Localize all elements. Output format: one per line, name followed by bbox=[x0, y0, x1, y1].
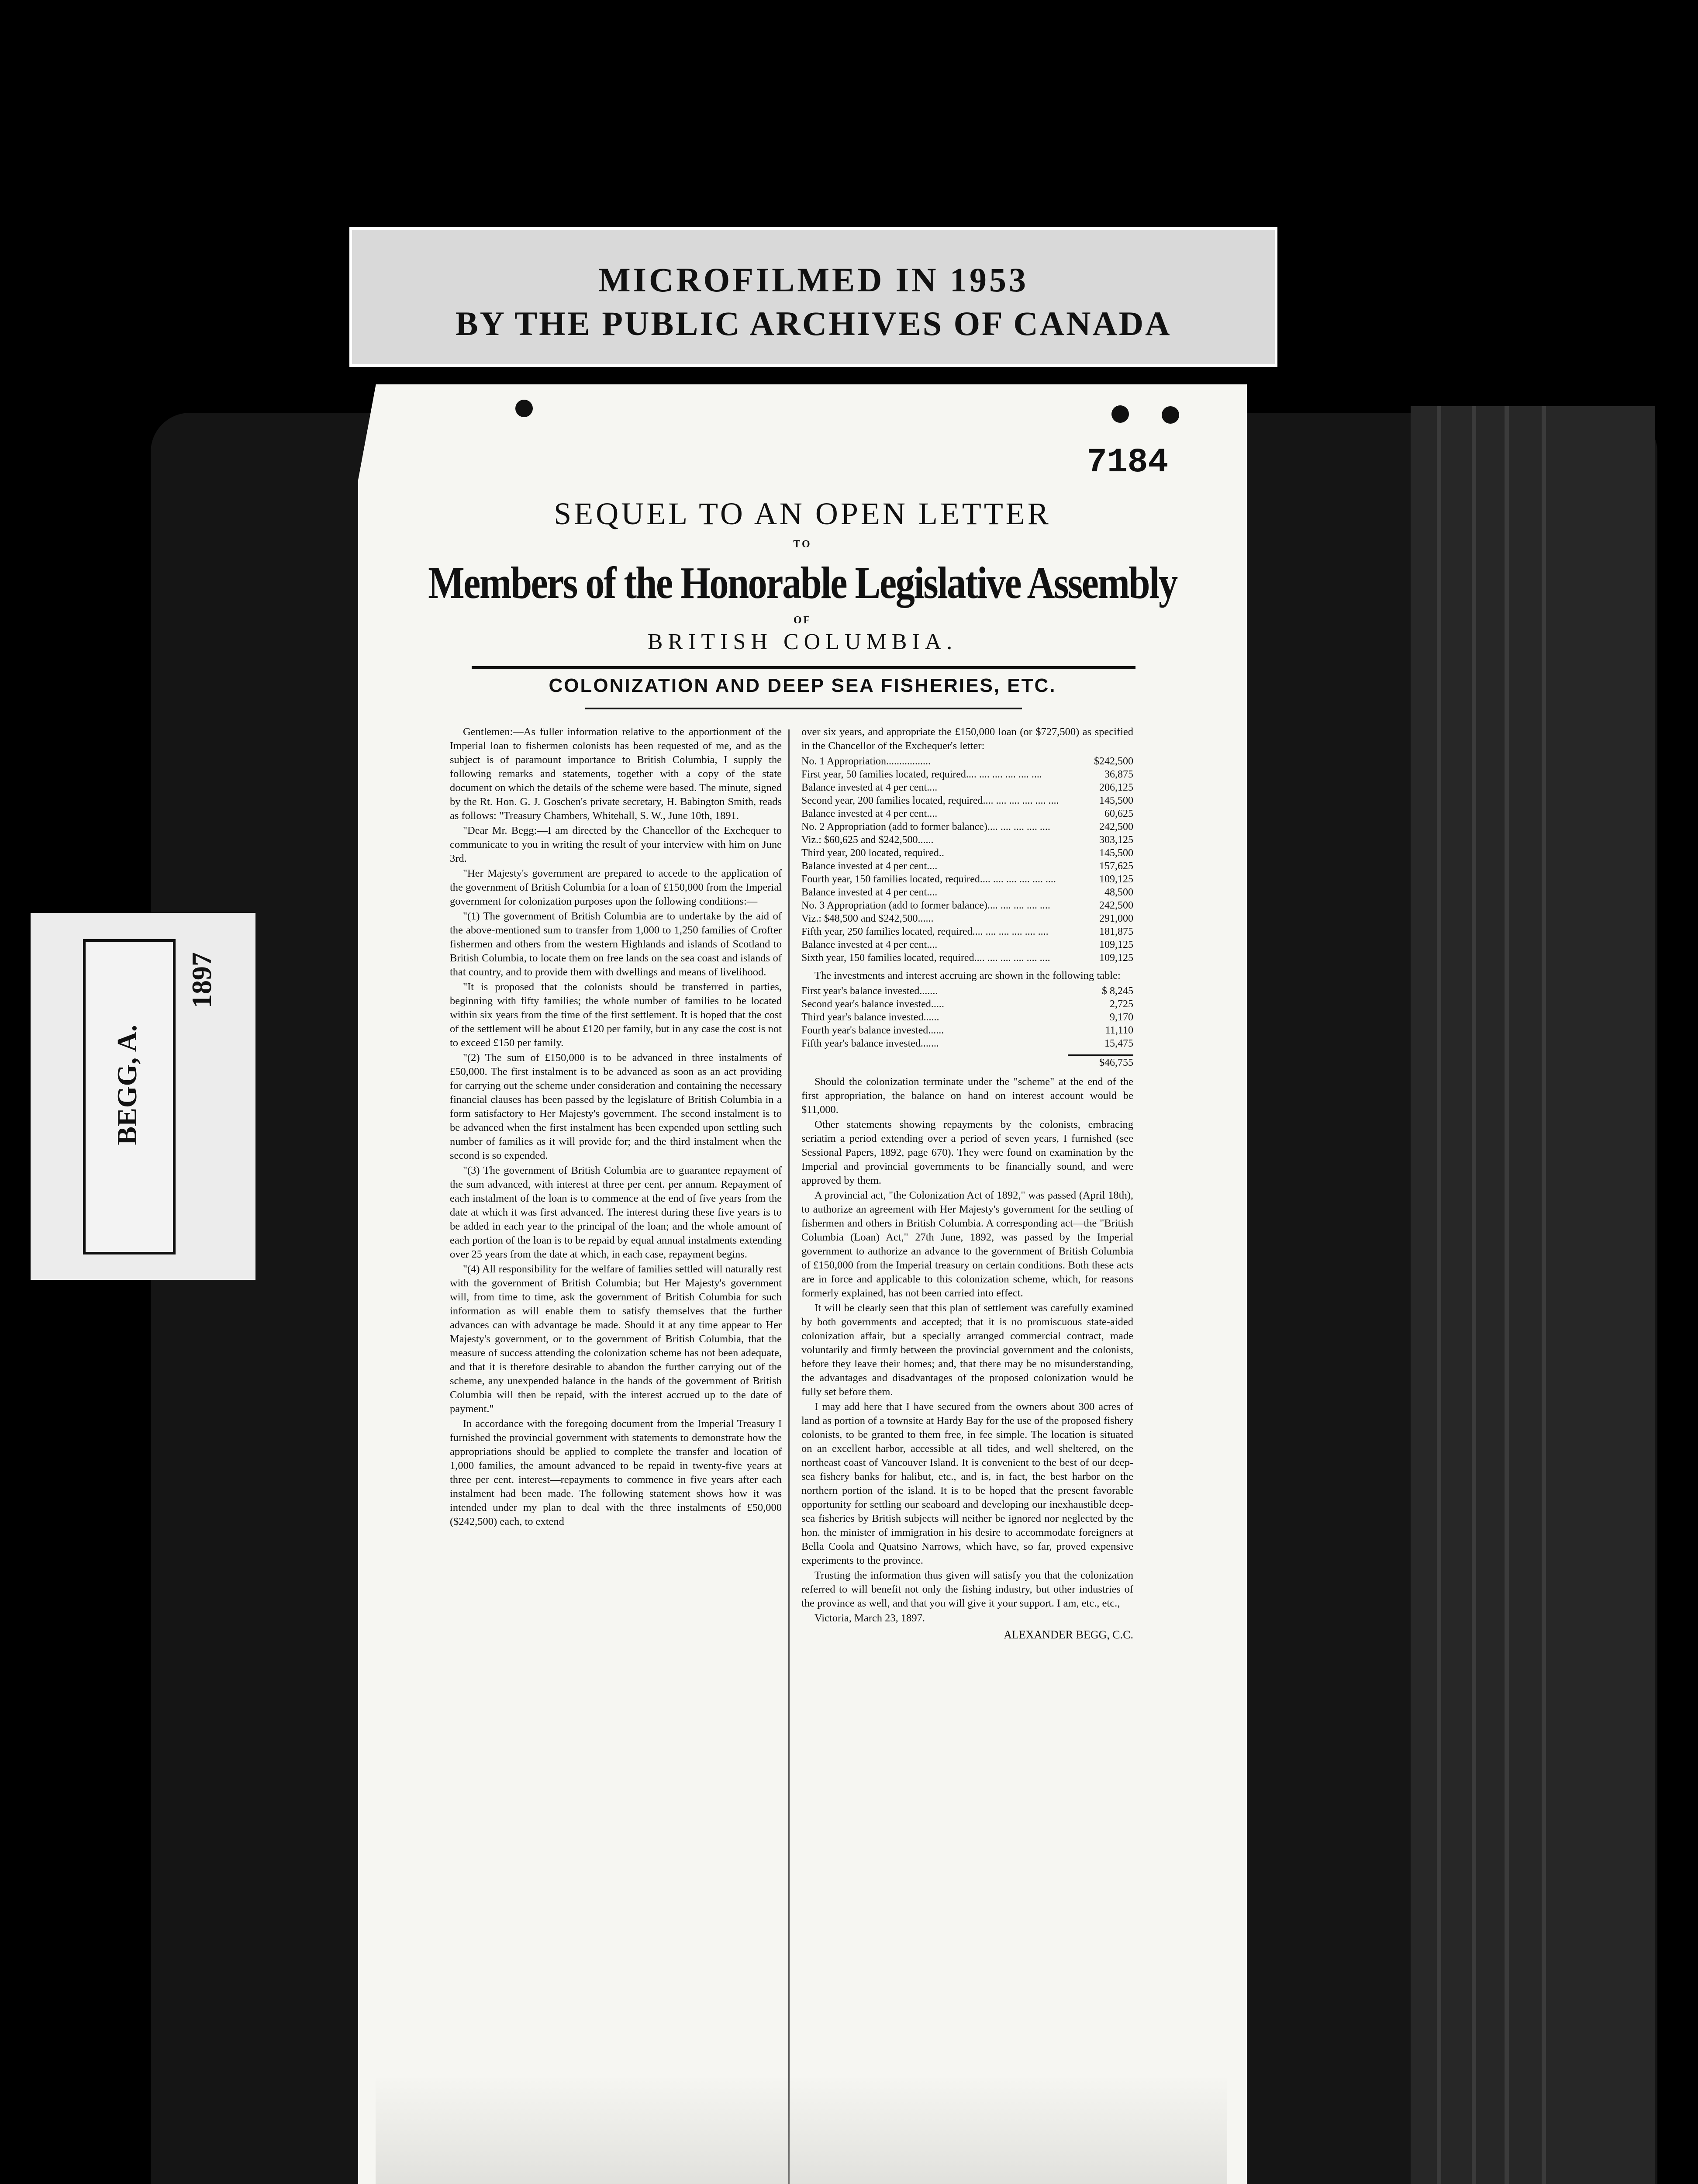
punch-hole bbox=[515, 400, 533, 417]
row-label: Balance invested at 4 per cent.... bbox=[801, 808, 938, 819]
table-row bbox=[801, 860, 1133, 873]
row-amount: 36,875 bbox=[1104, 769, 1133, 780]
punch-hole bbox=[1111, 405, 1129, 423]
row-label: Sixth year, 150 families located, required.... .... .... .... .... .... bbox=[801, 952, 1050, 964]
row-amount: 109,125 bbox=[1099, 939, 1133, 950]
stamp-line-1: MICROFILMED IN 1953 bbox=[598, 261, 1028, 299]
row-amount: 109,125 bbox=[1099, 874, 1133, 885]
row-label: Third year's balance invested...... bbox=[801, 1012, 939, 1023]
table-row bbox=[801, 998, 1133, 1011]
row-label: Viz.: $48,500 and $242,500...... bbox=[801, 913, 934, 924]
table-row bbox=[801, 938, 1133, 951]
table-row bbox=[801, 781, 1133, 794]
row-amount: $ 8,245 bbox=[1102, 985, 1133, 997]
row-amount: 11,110 bbox=[1105, 1025, 1133, 1036]
row-amount: 145,500 bbox=[1099, 795, 1133, 806]
row-label: Fourth year, 150 families located, required.... .... .... .... .... .... bbox=[801, 874, 1056, 885]
row-amount: 242,500 bbox=[1099, 821, 1133, 833]
paragraph: Should the colonization terminate under the "scheme" at the end of the first appropriation, the balance on hand on interest account would be $11,000. bbox=[801, 1076, 1133, 1116]
document-number: 7184 bbox=[1087, 443, 1169, 482]
row-label: Balance invested at 4 per cent.... bbox=[801, 887, 938, 898]
header-province: BRITISH COLUMBIA. bbox=[647, 629, 958, 654]
column-right bbox=[801, 725, 1133, 1642]
row-amount: 15,475 bbox=[1104, 1038, 1133, 1049]
table-row bbox=[801, 768, 1133, 781]
paragraph: Other statements showing repayments by the colonists, embracing seriatim a period extending over a period of seven years, I furnished (see Sessional Papers, 1892, page 670). They were found on examination by the Imperial and provincial governments to be financially sound, and were approved by them. bbox=[801, 1119, 1133, 1186]
row-label: Third year, 200 located, required.. bbox=[801, 847, 944, 859]
row-label: No. 2 Appropriation (add to former balance).... .... .... .... .... bbox=[801, 821, 1050, 833]
row-amount: 303,125 bbox=[1099, 834, 1133, 846]
paragraph: "(3) The government of British Columbia are to guarantee repayment of the sum advanced, with interest at three per cent. per annum. Repayment of each instalment of the loan is to commence at the end of five years from the date at which it was first advanced. The interest during these five years is to be added in each year to the principal of the loan; and the whole amount of each portion of the loan is to be repaid by equal annual instalments extending over 25 years from the date at which, in each case, repayment begins. bbox=[450, 1165, 782, 1260]
column-divider bbox=[788, 729, 790, 2184]
row-amount: 145,500 bbox=[1099, 847, 1133, 859]
stamp-line-2: BY THE PUBLIC ARCHIVES OF CANADA bbox=[455, 304, 1172, 342]
table-row bbox=[801, 1024, 1133, 1037]
file-tag bbox=[31, 913, 255, 1280]
paragraph: A provincial act, "the Colonization Act of 1892," was passed (April 18th), to authorize an agreement with Her Majesty's government for the settling of fishermen and others in British Columbia. A corresponding act—the "British Columbia (Loan) Act," 27th June, 1892, was passed by the Imperial government to authorize an advance to the government of British Columbia of £150,000 from the Imperial treasury on certain conditions. Both these acts are in force and applicable to this colonization scheme, which, for reasons formerly explained, has not been carried into effect. bbox=[801, 1189, 1133, 1299]
header-title: Members of the Honorable Legislative Assembly bbox=[428, 558, 1177, 608]
row-amount: 60,625 bbox=[1104, 808, 1133, 819]
paragraph: Trusting the information thus given will satisfy you that the colonization referred to will benefit not only the fishing industry, but other industries of the province as well, and that you will give it your support. I am, etc., etc., bbox=[801, 1569, 1133, 1609]
paragraph: It will be clearly seen that this plan of settlement was carefully examined by both governments and accepted; that it is no promiscuous state-aided colonization affair, but a specially arranged commercial contract, made voluntarily and firmly between the provincial government and the colonists, before they leave their homes; and, that there may be no misunderstanding, the advantages and disadvantages of the proposed colonization would be fully set before them. bbox=[801, 1302, 1133, 1398]
paragraph: "(1) The government of British Columbia are to undertake by the aid of the above-mentioned sum to transfer from 1,000 to 1,250 families of Crofter fishermen and others from the western Highlands and islands of Scotland to British Columbia, to locate them on free lands on the sea coast and islands of that country, and to provide them with dwellings and means of livelihood. bbox=[450, 910, 782, 978]
paragraph: "Dear Mr. Begg:—I am directed by the Chancellor of the Exchequer to communicate to you in writing the result of your interview with him on June 3rd. bbox=[450, 825, 782, 864]
row-amount: 206,125 bbox=[1099, 782, 1133, 793]
appropriation-table bbox=[801, 755, 1133, 964]
row-amount: 109,125 bbox=[1099, 952, 1133, 964]
row-amount: 48,500 bbox=[1104, 887, 1133, 898]
row-label: Second year, 200 families located, required.... .... .... .... .... .... bbox=[801, 795, 1059, 806]
table-row bbox=[801, 925, 1133, 938]
row-amount: 181,875 bbox=[1099, 926, 1133, 937]
table-row bbox=[801, 807, 1133, 820]
row-label: Balance invested at 4 per cent.... bbox=[801, 939, 938, 950]
file-tag-label bbox=[83, 939, 176, 1254]
table-row bbox=[801, 951, 1133, 964]
page-wear bbox=[376, 2075, 1227, 2184]
microfilm-stamp bbox=[349, 227, 1277, 367]
table-row bbox=[801, 794, 1133, 807]
file-tag-year: 1897 bbox=[186, 952, 217, 1008]
table-row bbox=[801, 1011, 1133, 1024]
row-label: Balance invested at 4 per cent.... bbox=[801, 860, 938, 872]
table-row bbox=[801, 886, 1133, 899]
row-amount: 291,000 bbox=[1099, 913, 1133, 924]
paragraph: The investments and interest accruing are shown in the following table: bbox=[814, 970, 1121, 981]
header-line-1: SEQUEL TO AN OPEN LETTER bbox=[554, 496, 1051, 531]
header-to: TO bbox=[793, 539, 812, 550]
row-label: First year's balance invested....... bbox=[801, 985, 938, 997]
table-row bbox=[801, 899, 1133, 912]
table-row bbox=[801, 985, 1133, 998]
table-row bbox=[801, 847, 1133, 860]
paragraph: "It is proposed that the colonists should be transferred in parties, beginning with fifty families; the whole number of families to be located within six years from the time of the first settlement. It is hoped that the cost of the settlement will be about £120 per family, but in any case the cost is not to exceed £150 per family. bbox=[450, 981, 782, 1049]
table-row bbox=[801, 912, 1133, 925]
paragraph: "Her Majesty's government are prepared to accede to the application of the government of British Columbia for a loan of £150,000 from the Imperial government for colonization purposes upon the following conditions:— bbox=[450, 867, 782, 907]
paragraph: over six years, and appropriate the £150,000 loan (or $727,500) as specified in the Chancellor of the Exchequer's letter: bbox=[801, 726, 1133, 752]
header-subtitle: COLONIZATION AND DEEP SEA FISHERIES, ETC. bbox=[549, 675, 1056, 696]
table-row bbox=[801, 833, 1133, 847]
interest-table bbox=[801, 985, 1133, 1050]
signature: ALEXANDER BEGG, C.C. bbox=[1004, 1628, 1133, 1641]
paragraph: I may add here that I have secured from the owners about 300 acres of land as portion of a townsite at Hardy Bay for the use of the proposed fishery colonists, to be granted to them free, in fee simple. The location is situated on an excellent harbor, accessible at all tides, and well sheltered, on the northeast coast of Vancouver Island. It is convenient to the best of our deep-sea fishery banks for halibut, etc., and is, in fact, the best harbor on the northern portion of the island. It is to be hoped that the present favorable opportunity for settling our seaboard and developing our inexhaustible deep-sea fisheries by British subjects will neither be ignored nor neglected by the hon. the minister of immigration in his desire to accommodate foreigners at Bella Coola and Quatsino Narrows, which have, so far, proved expensive experiments to the province. bbox=[801, 1401, 1133, 1566]
row-amount: 157,625 bbox=[1099, 860, 1133, 872]
row-label: Fifth year, 250 families located, required.... .... .... .... .... .... bbox=[801, 926, 1049, 937]
row-label: No. 3 Appropriation (add to former balance).... .... .... .... .... bbox=[801, 900, 1050, 911]
table-row bbox=[801, 820, 1133, 833]
row-label: No. 1 Appropriation................. bbox=[801, 756, 931, 767]
row-label: Balance invested at 4 per cent.... bbox=[801, 782, 938, 793]
interest-total: $46,755 bbox=[1068, 1054, 1133, 1070]
table-row bbox=[801, 755, 1133, 768]
row-amount: 9,170 bbox=[1110, 1012, 1133, 1023]
punch-hole bbox=[1162, 406, 1179, 424]
paragraph: "(2) The sum of £150,000 is to be advanced in three instalments of £50,000. The first instalment is to be advanced as soon as an act providing for carrying out the scheme under consideration and containing the necessary financial clauses has been passed by the legislature of British Columbia in a form satisfactory to Her Majesty's government. The second instalment is to be advanced when the first instalment has been expended upon settling such number of families as it will provide for; and the third instalment when the second is so expended. bbox=[450, 1052, 782, 1161]
paragraph: "(4) All responsibility for the welfare of families settled will naturally rest with the government of British Columbia; but Her Majesty's government will, from time to time, ask the government of British Columbia for such information as will enable them to satisfy themselves that the further advances can with advantage be made. Should it at any time appear to Her Majesty's government, or to the government of British Columbia, that the measure of success attending the colonization scheme has not been adequate, and that it is therefore desirable to abandon the further carrying out of the scheme, any unexpended balance in the hands of the government of British Columbia will then be repaid, with the interest accrued up to the date of payment." bbox=[450, 1263, 782, 1415]
header-rule bbox=[472, 666, 1135, 669]
row-label: Viz.: $60,625 and $242,500...... bbox=[801, 834, 934, 846]
row-label: First year, 50 families located, required.... .... .... .... .... .... bbox=[801, 769, 1042, 780]
paragraph: In accordance with the foregoing document from the Imperial Treasury I furnished the provincial government with statements to demonstrate how the appropriations should be applied to complete the transfer and location of 1,000 families, the amount advanced to be repaid in twenty-five years at three per cent. interest—repayments to commence in five years after each instalment had been made. The following statement shows how it was intended under my plan to deal with the three instalments of £50,000 ($242,500) each, to extend bbox=[450, 1418, 782, 1527]
subtitle-rule bbox=[585, 708, 1022, 709]
row-label: Fifth year's balance invested....... bbox=[801, 1038, 939, 1049]
row-amount: 242,500 bbox=[1099, 900, 1133, 911]
row-amount: 2,725 bbox=[1110, 999, 1133, 1010]
folder-binding bbox=[1411, 406, 1655, 2184]
header-of: OF bbox=[793, 615, 812, 626]
row-label: Fourth year's balance invested...... bbox=[801, 1025, 944, 1036]
row-label: Second year's balance invested..... bbox=[801, 999, 944, 1010]
column-left bbox=[450, 725, 782, 1530]
dateline: Victoria, March 23, 1897. bbox=[814, 1612, 925, 1624]
table-row bbox=[801, 873, 1133, 886]
file-tag-name: BEGG, A. bbox=[111, 1025, 142, 1145]
table-row bbox=[801, 1037, 1133, 1050]
paragraph: Gentlemen:—As fuller information relative to the apportionment of the Imperial loan to fishermen colonists has been requested of me, and as the subject is of paramount importance to British Columbia, I supply the following remarks and statements, together with a copy of the state document on which the details of the scheme were based. The minute, signed by the Rt. Hon. G. J. Goschen's private secretary, H. Babington Smith, reads as follows: "Treasury Chambers, Whitehall, S. W., June 10th, 1891. bbox=[450, 726, 782, 822]
row-amount: $242,500 bbox=[1094, 756, 1133, 767]
